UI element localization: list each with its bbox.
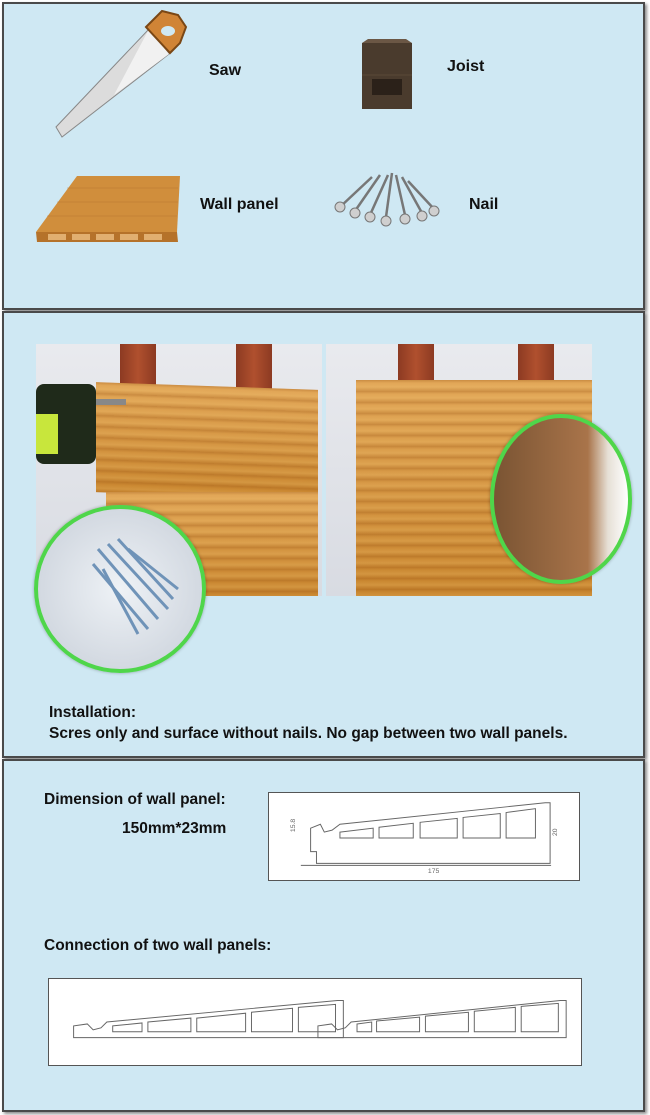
drawing-height-left: 15.8: [289, 818, 297, 833]
drawing-height-right: 20: [551, 828, 559, 837]
drawing-width: 175: [427, 868, 440, 876]
joist-label: Joist: [447, 58, 485, 75]
wall-panel-image: [32, 174, 182, 244]
nail-image: [330, 169, 442, 229]
screws-closeup: [34, 505, 206, 673]
wall-panel-profile-drawing: [268, 792, 580, 881]
nail-label: Nail: [469, 196, 499, 213]
joist-image: [354, 39, 419, 114]
wall-panel-label: Wall panel: [200, 196, 279, 213]
installation-heading: Installation:: [49, 704, 136, 721]
installation-text: Scres only and surface without nails. No gap between two wall panels.: [49, 725, 568, 742]
dimension-value: 150mm*23mm: [122, 820, 227, 837]
panel-edge-closeup: [490, 414, 632, 584]
saw-label: Saw: [209, 62, 242, 79]
connection-heading: Connection of two wall panels:: [44, 937, 272, 954]
connection-drawing: [48, 978, 582, 1066]
tools-panel: [2, 2, 645, 310]
saw-image: [54, 9, 194, 139]
dimension-heading: Dimension of wall panel:: [44, 791, 226, 808]
